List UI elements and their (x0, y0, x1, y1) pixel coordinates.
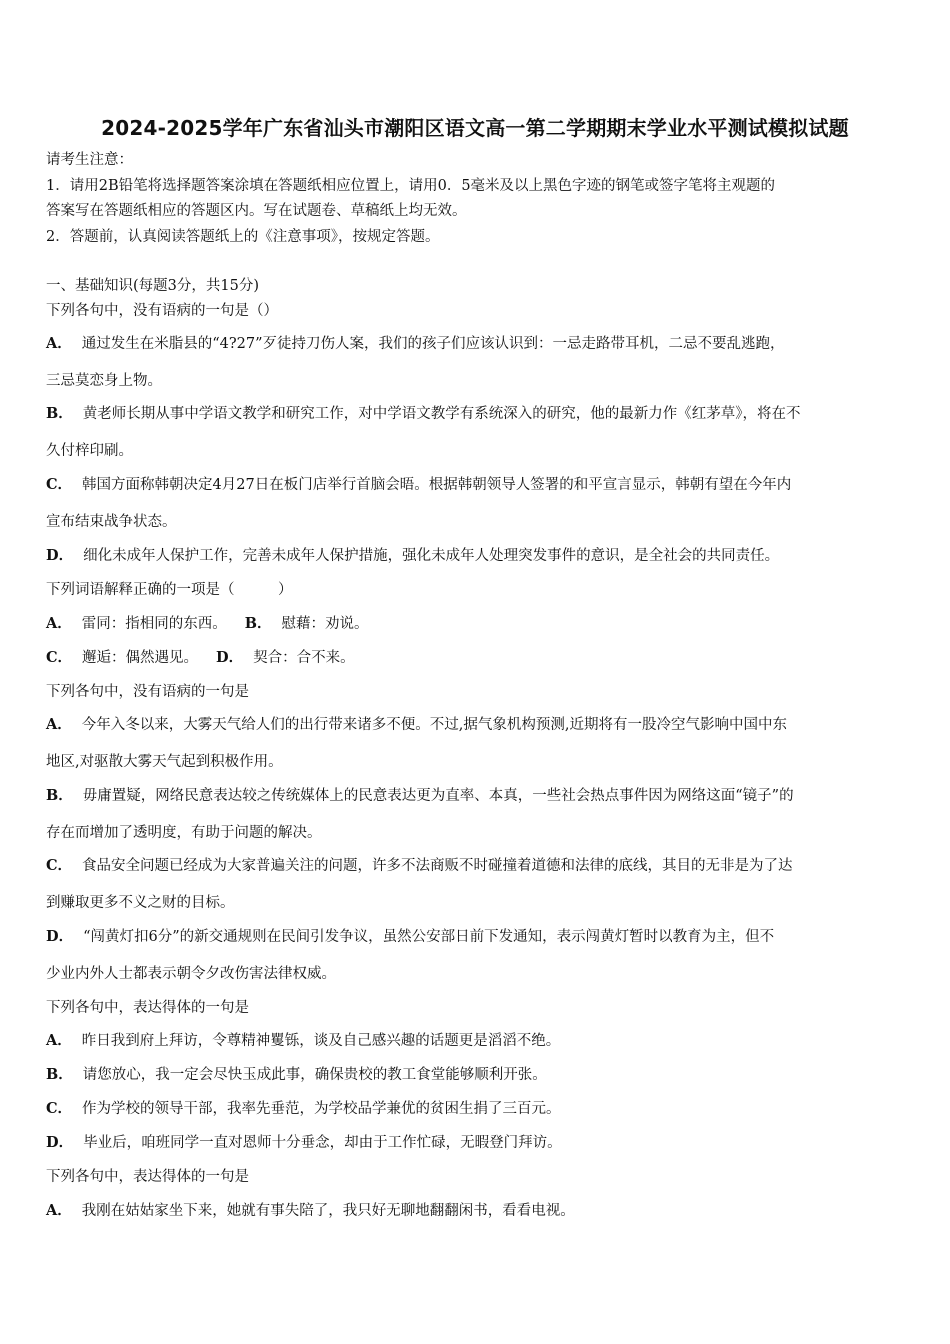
option-text: 到赚取更多不义之财的目标。 (46, 895, 235, 911)
option-item (46, 1133, 562, 1153)
option-text: 请您放心，我一定会尽快玉成此事，确保贵校的教工食堂能够顺利开张。 (82, 1067, 547, 1083)
option-label: A． (46, 335, 72, 352)
option-label: C． (46, 1100, 73, 1117)
option-text: 食品安全问题已经成为大家普遍关注的问题，许多不法商贩不时碰撞着道德和法律的底线，其目的无非是为了达 (82, 858, 793, 874)
option-label: D． (46, 547, 74, 564)
option-text: 细化未成年人保护工作，完善未成年人保护措施，强化未成年人处理突发事件的意识，是全社会的共同责任。 (83, 548, 780, 564)
option-text: 存在而增加了透明度，有助于问题的解决。 (46, 825, 322, 841)
option-item (46, 1201, 575, 1221)
option-label: A． (46, 716, 72, 733)
option-text: 昨日我到府上拜访，令尊精神矍铄，谈及自己感兴趣的话题更是滔滔不绝。 (81, 1033, 561, 1049)
option-label: D． (46, 928, 74, 945)
option-text: 作为学校的领导干部，我率先垂范，为学校品学兼优的贫困生捐了三百元。 (82, 1101, 561, 1117)
option-item (46, 1065, 547, 1085)
option-label: A． (46, 615, 72, 632)
option-label: D． (216, 649, 244, 666)
notice-line: 2．答题前，认真阅读答题纸上的《注意事项》，按规定答题。 (46, 229, 440, 245)
option-text: 今年入冬以来，大雾天气给人们的出行带来诸多不便。不过,据气象机构预测,近期将有一股冷空气影响中国中东 (81, 717, 787, 733)
question-stem: 下列各句中，没有语病的一句是（） (46, 303, 278, 319)
option-text: 慰藉：劝说。 (281, 616, 369, 632)
notice-line: 1．请用2B铅笔将选择题答案涂填在答题纸相应位置上，请用0．5毫米及以上黑色字迹的钢笔或签字笔将主观题的 (46, 178, 776, 194)
question-stem: 下列词语解释正确的一项是（ ） (46, 582, 293, 598)
question-stem: 下列各句中，没有语病的一句是 (46, 684, 249, 700)
option-text: 邂逅：偶然遇见。 (82, 650, 199, 666)
option-label: C． (46, 476, 73, 493)
option-label: C． (46, 857, 73, 874)
option-text: 韩国方面称韩朝决定4月27日在板门店举行首脑会晤。根据韩朝领导人签署的和平宣言显示，韩朝有望在今年内 (82, 477, 792, 493)
question-stem: 下列各句中，表达得体的一句是 (46, 1000, 249, 1016)
notice-heading: 请考生注意： (46, 152, 133, 168)
option-label: C． (46, 649, 73, 666)
option-label: B． (46, 405, 73, 422)
option-label: A． (46, 1032, 72, 1049)
option-row (46, 648, 355, 668)
option-text: 宣布结束战争状态。 (46, 514, 177, 530)
option-text: 少业内外人士都表示朝令夕改伤害法律权威。 (46, 966, 336, 982)
option-text: 三忌莫恋身上物。 (46, 373, 162, 389)
option-label: B． (46, 787, 73, 804)
option-item (46, 1099, 561, 1119)
option-text: 黄老师长期从事中学语文教学和研究工作，对中学语文教学有系统深入的研究，他的最新力作《红茅草》，将在不 (82, 406, 801, 422)
option-text: 地区,对驱散大雾天气起到积极作用。 (46, 754, 283, 770)
option-label: B． (244, 615, 272, 632)
option-item (46, 1031, 560, 1051)
option-text: 毕业后，咱班同学一直对恩师十分垂念，却由于工作忙碌，无暇登门拜访。 (83, 1135, 562, 1151)
notice-line: 答案写在答题纸相应的答题区内。写在试题卷、草稿纸上均无效。 (46, 203, 467, 219)
question-stem: 下列各句中，表达得体的一句是 (46, 1169, 249, 1185)
option-row (46, 614, 369, 634)
section-heading: 一、基础知识(每题3分，共15分) (46, 278, 259, 294)
option-text: 通过发生在米脂县的“4?27”歹徒持刀伤人案，我们的孩子们应该认识到：一忌走路带耳机，二忌不要乱逃跑， (81, 336, 785, 352)
option-label: D． (46, 1134, 74, 1151)
option-text: 我刚在姑姑家坐下来，她就有事失陪了，我只好无聊地翻翻闲书，看看电视。 (81, 1203, 575, 1219)
option-text: 久付梓印刷。 (46, 443, 133, 459)
option-text: “闯黄灯扣6分”的新交通规则在民间引发争议，虽然公安部日前下发通知，表示闯黄灯暂时以教育为主，但不 (83, 929, 775, 945)
option-label: B． (46, 1066, 73, 1083)
option-text: 雷同：指相同的东西。 (81, 616, 227, 632)
option-label: A． (46, 1202, 72, 1219)
option-text: 契合：合不来。 (253, 650, 355, 666)
option-text: 毋庸置疑，网络民意表达较之传统媒体上的民意表达更为直率、本真，一些社会热点事件因为网络这面“镜子”的 (82, 788, 794, 804)
page-title: 2024-2025学年广东省汕头市潮阳区语文高一第二学期期末学业水平测试模拟试题 (101, 116, 849, 140)
